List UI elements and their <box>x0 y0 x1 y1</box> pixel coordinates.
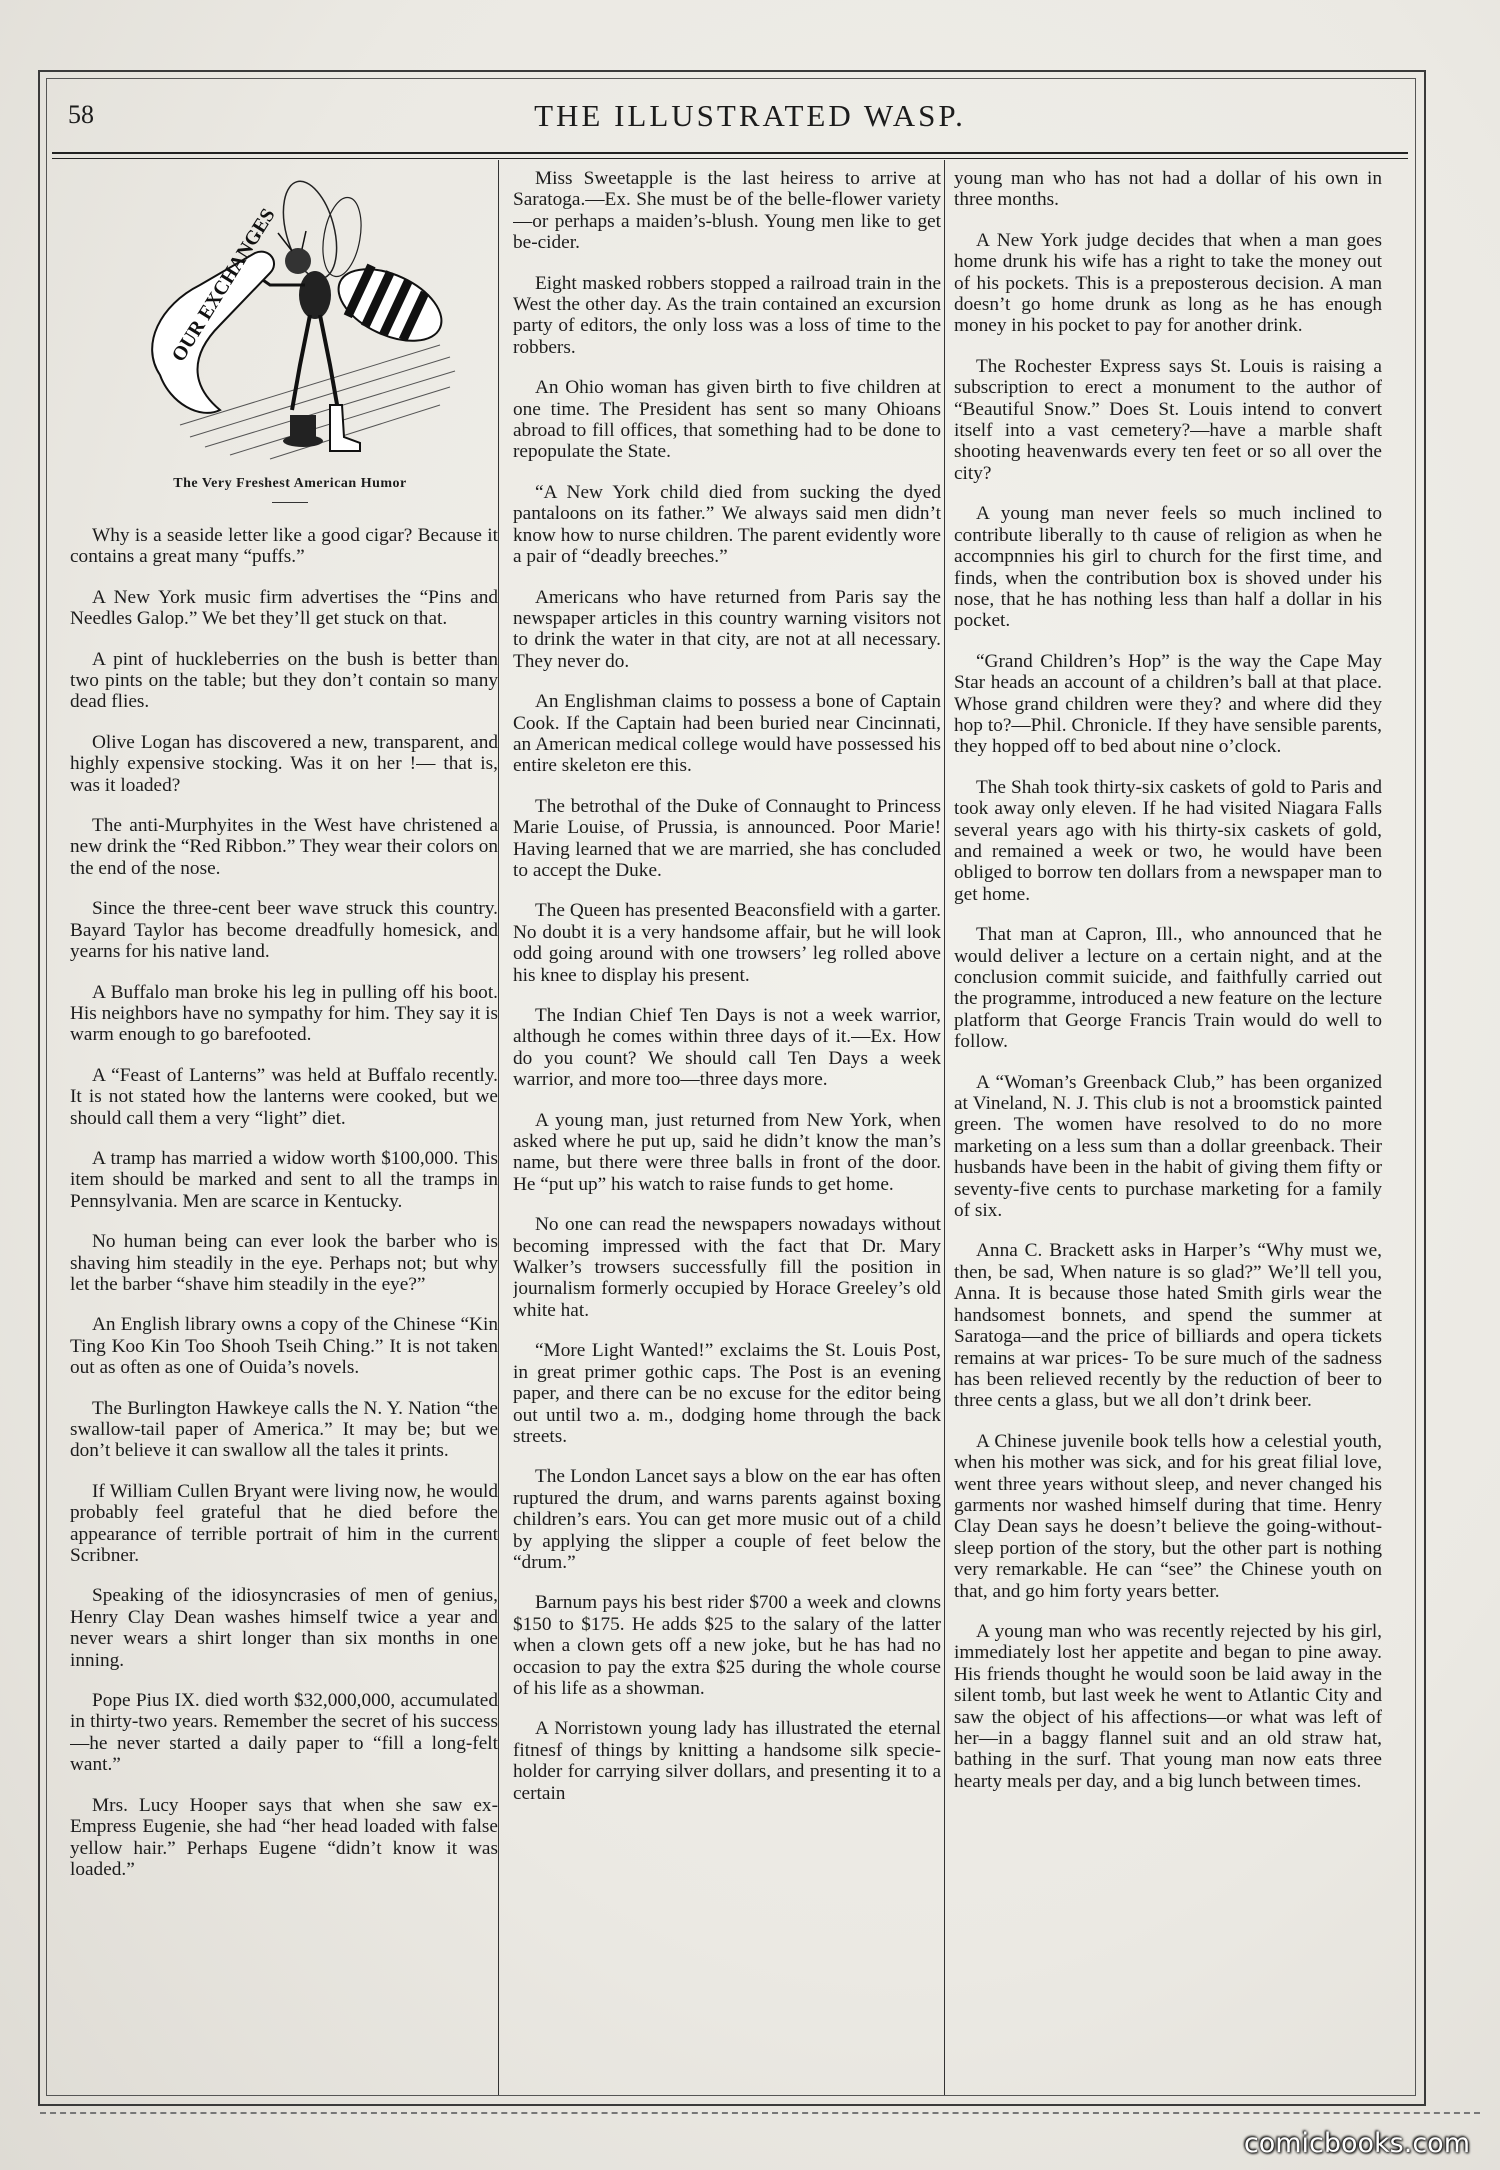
article-paragraph: The Shah took thirty-six caskets of gold to Paris and took away only eleven. If he had visited Niagara Falls several years ago with his thirty-six caskets of gold, and remained a week or two, he would have been obliged to borrow ten dollars from a newspaper man to get home. <box>954 776 1382 905</box>
article-paragraph: “More Light Wanted!” exclaims the St. Louis Post, in great primer gothic caps. The Post is an evening paper, and there can be no excuse for the editor being out until two a. m., dodging home through the back streets. <box>513 1340 941 1447</box>
article-paragraph: An Ohio woman has given birth to five children at one time. The President has sent so many Ohioans abroad to fill offices, that something had to be done to repopulate the State. <box>513 377 941 463</box>
article-paragraph: The Rochester Express says St. Louis is raising a subscription to erect a monument to the author of “Beautiful Snow.” Does St. Louis intend to convert itself into a vast cemetery?—have a marble shaft shooting heavenwards every ten feet or so all over the city? <box>954 355 1382 484</box>
article-paragraph: A “Feast of Lanterns” was held at Buffalo recently. It is not stated how the lanterns were cooked, but we should call them a very “light” diet. <box>70 1064 498 1129</box>
wasp-cartoon-icon <box>120 175 480 475</box>
column-3 <box>954 168 1382 2088</box>
article-paragraph: A New York music firm advertises the “Pins and Needles Galop.” We bet they’ll get stuck on that. <box>70 586 498 630</box>
column-divider <box>498 160 499 2095</box>
article-paragraph: A Buffalo man broke his leg in pulling off his boot. His neighbors have no sympathy for him. They say it is warm enough to go barefooted. <box>70 981 498 1046</box>
article-paragraph: The Burlington Hawkeye calls the N. Y. Nation “the swallow-tail paper of America.” It may be; but we don’t believe it can swallow all the tales it prints. <box>70 1397 498 1462</box>
article-paragraph: A young man never feels so much inclined to contribute liberally to th cause of religion as when he accompnnies his girl to church for the first time, and finds, when the contribution box is shoved under his nose, that he has nothing less than half a dollar in his pocket. <box>954 503 1382 632</box>
article-paragraph: Why is a seaside letter like a good cigar? Because it contains a great many “puffs.” <box>70 525 498 568</box>
masthead-title: THE ILLUSTRATED WASP. <box>534 98 966 133</box>
header-rule <box>52 152 1408 159</box>
page-number: 58 <box>68 100 94 129</box>
article-paragraph: Mrs. Lucy Hooper says that when she saw ex-Empress Eugenie, she had “her head loaded with false yellow hair.” Perhaps Eugene “didn’t know it was loaded.” <box>70 1794 498 1880</box>
article-paragraph: A young man who was recently rejected by his girl, immediately lost her appetite and began to pine away. His friends thought he would soon be laid away in the silent tomb, but last week he went to Atlantic City and saw the object of his affections—or what was left of her—in a baggy flannel suit and an old straw hat, bathing in the surf. That young man now eats three hearty meals per day, and a big lunch between times. <box>954 1620 1382 1792</box>
article-paragraph: The London Lancet says a blow on the ear has often ruptured the drum, and warns parents against boxing children’s ears. You can get more music out of a child by applying the slipper a couple of feet below the “drum.” <box>513 1466 941 1573</box>
article-paragraph: Pope Pius IX. died worth $32,000,000, accumulated in thirty-two years. Remember the secret of his success—he never started a daily paper to “fill a long-felt want.” <box>70 1690 498 1776</box>
article-paragraph: Eight masked robbers stopped a railroad train in the West the other day. As the train contained an excursion party of editors, the only loss was a loss of time to the robbers. <box>513 272 941 358</box>
column-divider <box>944 160 945 2095</box>
bottom-dashed-rule <box>40 2112 1480 2114</box>
article-paragraph: Speaking of the idiosyncrasies of men of genius, Henry Clay Dean washes himself twice a year and never wears a shirt longer than six months in one inning. <box>70 1585 498 1671</box>
banner-text: OUR EXCHANGES <box>167 204 280 366</box>
article-paragraph: A Norristown young lady has illustrated the eternal fitnesf of things by knitting a handsome silk specie-holder for carrying silver dollars, and presenting it to a certain <box>513 1718 941 1804</box>
article-paragraph: young man who has not had a dollar of his own in three months. <box>954 168 1382 211</box>
article-paragraph: A young man, just returned from New York, when asked where he put up, said he didn’t know the man’s name, but there were three balls in front of the door. He “put up” his watch to raise funds to get home. <box>513 1109 941 1195</box>
article-paragraph: Since the three-cent beer wave struck this country. Bayard Taylor has become dreadfully homesick, and yearns for his native land. <box>70 898 498 963</box>
cartoon-caption: The Very Freshest American Humor <box>173 476 407 491</box>
article-paragraph: The Indian Chief Ten Days is not a week warrior, although he comes within three days of it.—Ex. How do you count? We should call Ten Days a week warrior, and more too—three days more. <box>513 1005 941 1091</box>
article-paragraph: Anna C. Brackett asks in Harper’s “Why must we, then, be sad, When nature is so glad?” We’ll tell you, Anna. It is because those hated Smith girls wear the handsomest bonnets, and spend the summer at Saratoga—and the price of billiards and opera tickets remains at war prices- To be sure much of the sadness has been relieved recently by the reduction of beer to three cents a glass, but we all don’t drink beer. <box>954 1240 1382 1412</box>
article-paragraph: Miss Sweetapple is the last heiress to arrive at Saratoga.—Ex. She must be of the belle-flower variety—or perhaps a maiden’s-blush. Young men like to get be-cider. <box>513 168 941 254</box>
article-paragraph: The betrothal of the Duke of Connaught to Princess Marie Louise, of Prussia, is announced. Poor Marie! Having learned that we are married, she has concluded to accept the Duke. <box>513 795 941 881</box>
article-paragraph: No one can read the newspapers nowadays without becoming impressed with the fact that Dr. Mary Walker’s trowsers successfully fill the position in journalism formerly occupied by Horace Greeley’s old white hat. <box>513 1214 941 1321</box>
article-paragraph: An English library owns a copy of the Chinese “Kin Ting Koo Kin Too Shooh Tseih Ching.” It is not taken out as often as one of Ouida’s novels. <box>70 1314 498 1379</box>
article-paragraph: The anti-Murphyites in the West have christened a new drink the “Red Ribbon.” They wear their colors on the end of the nose. <box>70 815 498 879</box>
article-paragraph: “Grand Children’s Hop” is the way the Cape May Star heads an account of a children’s ball at that place. Whose grand children were they? and where did they hop to?—Phil. Chronicle. If they have sensible parents, they hopped off to bed about nine o’clock. <box>954 650 1382 758</box>
article-paragraph: An Englishman claims to possess a bone of Captain Cook. If the Captain had been buried near Cincinnati, an American medical college would have possessed his entire skeleton ere this. <box>513 691 941 777</box>
article-paragraph: A pint of huckleberries on the bush is better than two pints on the table; but they don’t contain so many dead flies. <box>70 648 498 713</box>
article-paragraph: A “Woman’s Greenback Club,” has been organized at Vineland, N. J. This club is not a broomstick painted green. The women have resolved to do no more marketing on a less sum than a dollar greenback. Their husbands have been in the habit of giving them fifty or seventy-five cents to purchase marketing for a family of six. <box>954 1071 1382 1222</box>
caption-rule <box>272 502 308 503</box>
article-paragraph: That man at Capron, Ill., who announced that he would deliver a lecture on a certain night, and at the conclusion commit suicide, and faithfully carried out the programme, introduced a new feature on the lecture platform that George Francis Train would do well to follow. <box>954 924 1382 1053</box>
column-2 <box>513 168 941 2088</box>
site-watermark: comicbooks.com <box>1243 2128 1470 2159</box>
article-paragraph: A tramp has married a widow worth $100,000. This item should be marked and sent to all the tramps in Pennsylvania. Men are scarce in Kentucky. <box>70 1147 498 1212</box>
article-paragraph: “A New York child died from sucking the dyed pantaloons on its father.” We always said men didn’t know how to nurse children. The parent evidently wore a pair of “deadly breeches.” <box>513 481 941 568</box>
article-paragraph: No human being can ever look the barber who is shaving him steadily in the eye. Perhaps not; but why let the barber “shave him steadily in the eye?” <box>70 1231 498 1295</box>
article-paragraph: A Chinese juvenile book tells how a celestial youth, when his mother was sick, and for his great filial love, went three years without sleep, and never changed his garments nor washed himself during that time. Henry Clay Dean says he doesn’t believe the going-without-sleep portion of the story, but the other part is nothing very remarkable. He can “see” the Chinese youth on that, and go him forty years better. <box>954 1430 1382 1602</box>
article-paragraph: If William Cullen Bryant were living now, he would probably feel grateful that he died before the appearance of terrible portrait of him in the current Scribner. <box>70 1480 498 1567</box>
article-paragraph: Americans who have returned from Paris say the newspaper articles in this country warning visitors not to drink the water in that city, are not at all necessary. They never do. <box>513 586 941 672</box>
article-paragraph: A New York judge decides that when a man goes home drunk his wife has a right to take the money out of his pockets. This is a preposterous decision. A man doesn’t go home drunk as long as he has enough money in his pocket to pay for another drink. <box>954 229 1382 337</box>
article-paragraph: The Queen has presented Beaconsfield with a garter. No doubt it is a very handsome affair, but he will look odd going around with one trowsers’ leg rolled above his knee to display his present. <box>513 900 941 986</box>
article-paragraph: Olive Logan has discovered a new, transparent, and highly expensive stocking. Was it on her !— that is, was it loaded? <box>70 731 498 796</box>
article-paragraph: Barnum pays his best rider $700 a week and clowns $150 to $175. He adds $25 to the salary of the latter when a clown gets off a new joke, but he has had no occasion to pay the extra $25 during the whole course of his life as a showman. <box>513 1592 941 1699</box>
column-1 <box>70 525 498 2085</box>
